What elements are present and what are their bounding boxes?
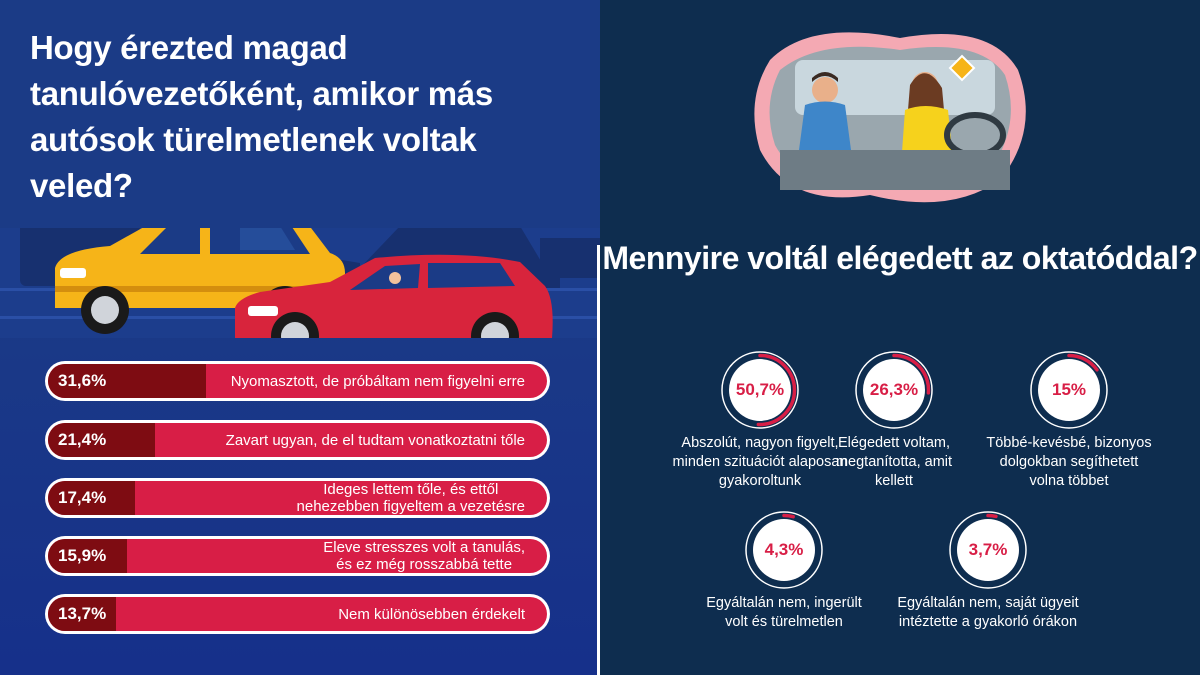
bar-value-label: 15,9%	[58, 546, 107, 565]
bar-track	[48, 481, 547, 515]
bar-row	[45, 420, 550, 460]
bar-track	[48, 597, 547, 631]
two-cars-illustration	[0, 228, 600, 338]
ring-category-line: Többé-kevésbé, bizonyos	[986, 435, 1152, 451]
bar-category-line: és ez még rosszabbá tette	[336, 556, 513, 573]
bar-category-label	[165, 539, 525, 573]
driving-lesson-illustration	[750, 30, 1030, 205]
bar-category-label	[165, 364, 525, 398]
bar-category-line: Eleve stresszes volt a tanulás,	[323, 539, 525, 556]
bar-track	[48, 539, 547, 573]
ring-category-label	[684, 594, 884, 632]
bar-row	[45, 594, 550, 634]
ring-category-line: volt és türelmetlen	[725, 614, 843, 630]
ring-category-line: gyakoroltunk	[718, 473, 802, 489]
left-title: Hogy érezted magad tanulóvezetőként, amikor más autósok türelmetlenek voltak veled?	[30, 29, 493, 204]
bar-category-label	[165, 423, 525, 457]
ring-category-line: dolgokban segíthetett	[999, 454, 1139, 470]
ring-gauge	[720, 350, 800, 430]
ring-category-line: megtanította, amit	[835, 454, 953, 470]
ring-value-label: 4,3%	[764, 540, 804, 559]
bar-category-line: Zavart ugyan, de el tudtam vonatkoztatni tőle	[225, 431, 525, 449]
ring-value-label: 3,7%	[968, 540, 1008, 559]
right-panel	[600, 0, 1200, 675]
bar-row	[45, 478, 550, 518]
ring-category-line: Elégedett voltam,	[837, 435, 951, 451]
ring-category-line: intéztette a gyakorló órákon	[898, 614, 1078, 630]
bar-category-line: Nyomasztott, de próbáltam nem figyelni erre	[230, 372, 525, 390]
bar-value-label: 31,6%	[58, 371, 107, 390]
bar-category-line: Nem különösebben érdekelt	[338, 605, 525, 623]
bar-category-line: nehezebben figyeltem a vezetésre	[296, 498, 525, 515]
ring-category-label	[888, 594, 1088, 632]
bar-row	[45, 361, 550, 401]
ring-value-label: 26,3%	[869, 380, 919, 399]
bar-category-label	[165, 597, 525, 631]
ring-category-line: Abszolút, nagyon figyelt,	[681, 435, 839, 451]
ring-value-label: 15%	[1051, 380, 1087, 399]
ring-gauge	[1029, 350, 1109, 430]
right-title: Mennyire voltál elégedett az oktatóddal?	[602, 240, 1198, 276]
bar-row	[45, 536, 550, 576]
ring-gauge	[854, 350, 934, 430]
bar-value-label: 21,4%	[58, 430, 107, 449]
ring-category-line: kellett	[875, 473, 913, 489]
bar-category-line: Ideges lettem tőle, és ettől	[323, 481, 499, 498]
ring-category-line: Egyáltalán nem, saját ügyeit	[897, 595, 1079, 611]
ring-gauge	[948, 510, 1028, 590]
bar-value-label: 13,7%	[58, 604, 107, 623]
bar-value-label: 17,4%	[58, 488, 107, 507]
ring-value-label: 50,7%	[735, 380, 785, 399]
ring-category-line: Egyáltalán nem, ingerült	[706, 595, 862, 611]
ring-category-label	[969, 434, 1169, 491]
bar-track	[48, 364, 547, 398]
ring-category-line: volna többet	[1029, 473, 1109, 489]
bar-category-label	[165, 481, 525, 515]
ring-category-line: minden szituációt alaposan	[672, 454, 848, 470]
ring-category-label	[794, 434, 994, 491]
ring-gauge	[744, 510, 824, 590]
bar-track	[48, 423, 547, 457]
